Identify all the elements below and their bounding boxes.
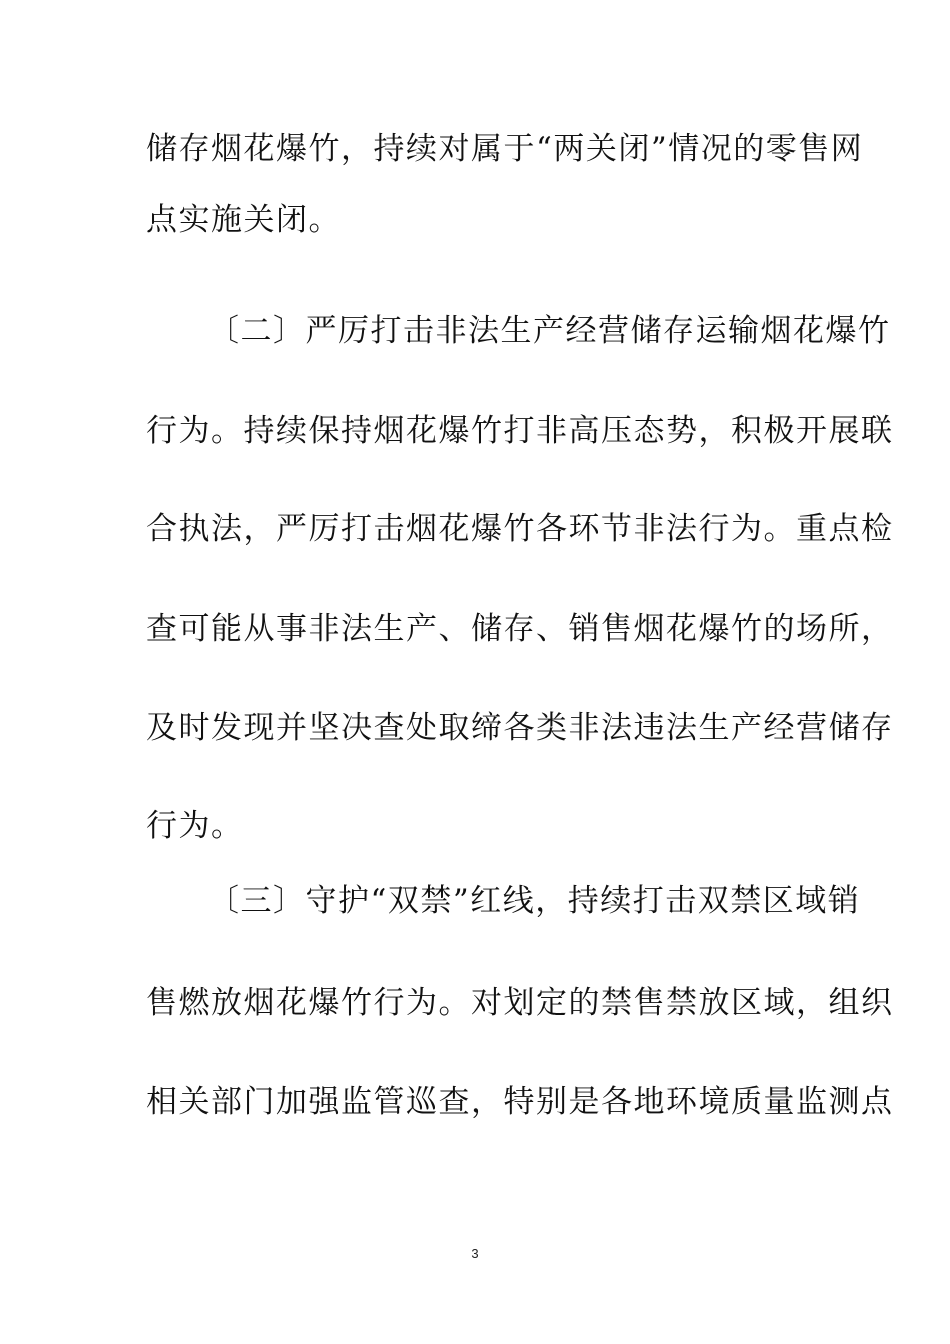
text-line-4: 行为。持续保持烟花爆竹打非高压态势，积极开展联 bbox=[146, 413, 894, 449]
text-line-2: 点实施关闭。 bbox=[146, 202, 341, 238]
text-line-6: 查可能从事非法生产、储存、销售烟花爆竹的场所， bbox=[146, 611, 894, 647]
text-line-11: 相关部门加强监管巡查，特别是各地环境质量监测点 bbox=[146, 1084, 894, 1120]
text-line-1: 储存烟花爆竹，持续对属于“两关闭”情况的零售网 bbox=[146, 131, 864, 167]
section-heading-2: 〔二〕严厉打击非法生产经营储存运输烟花爆竹 bbox=[208, 313, 891, 349]
text-line-8: 行为。 bbox=[146, 808, 244, 844]
section-heading-3: 〔三〕守护“双禁”红线，持续打击双禁区域销 bbox=[208, 883, 861, 919]
text-line-7: 及时发现并坚决查处取缔各类非法违法生产经营储存 bbox=[146, 710, 894, 746]
text-line-10: 售燃放烟花爆竹行为。对划定的禁售禁放区域，组织 bbox=[146, 985, 894, 1021]
page-number: 3 bbox=[471, 1246, 479, 1261]
text-line-5: 合执法，严厉打击烟花爆竹各环节非法行为。重点检 bbox=[146, 511, 894, 547]
